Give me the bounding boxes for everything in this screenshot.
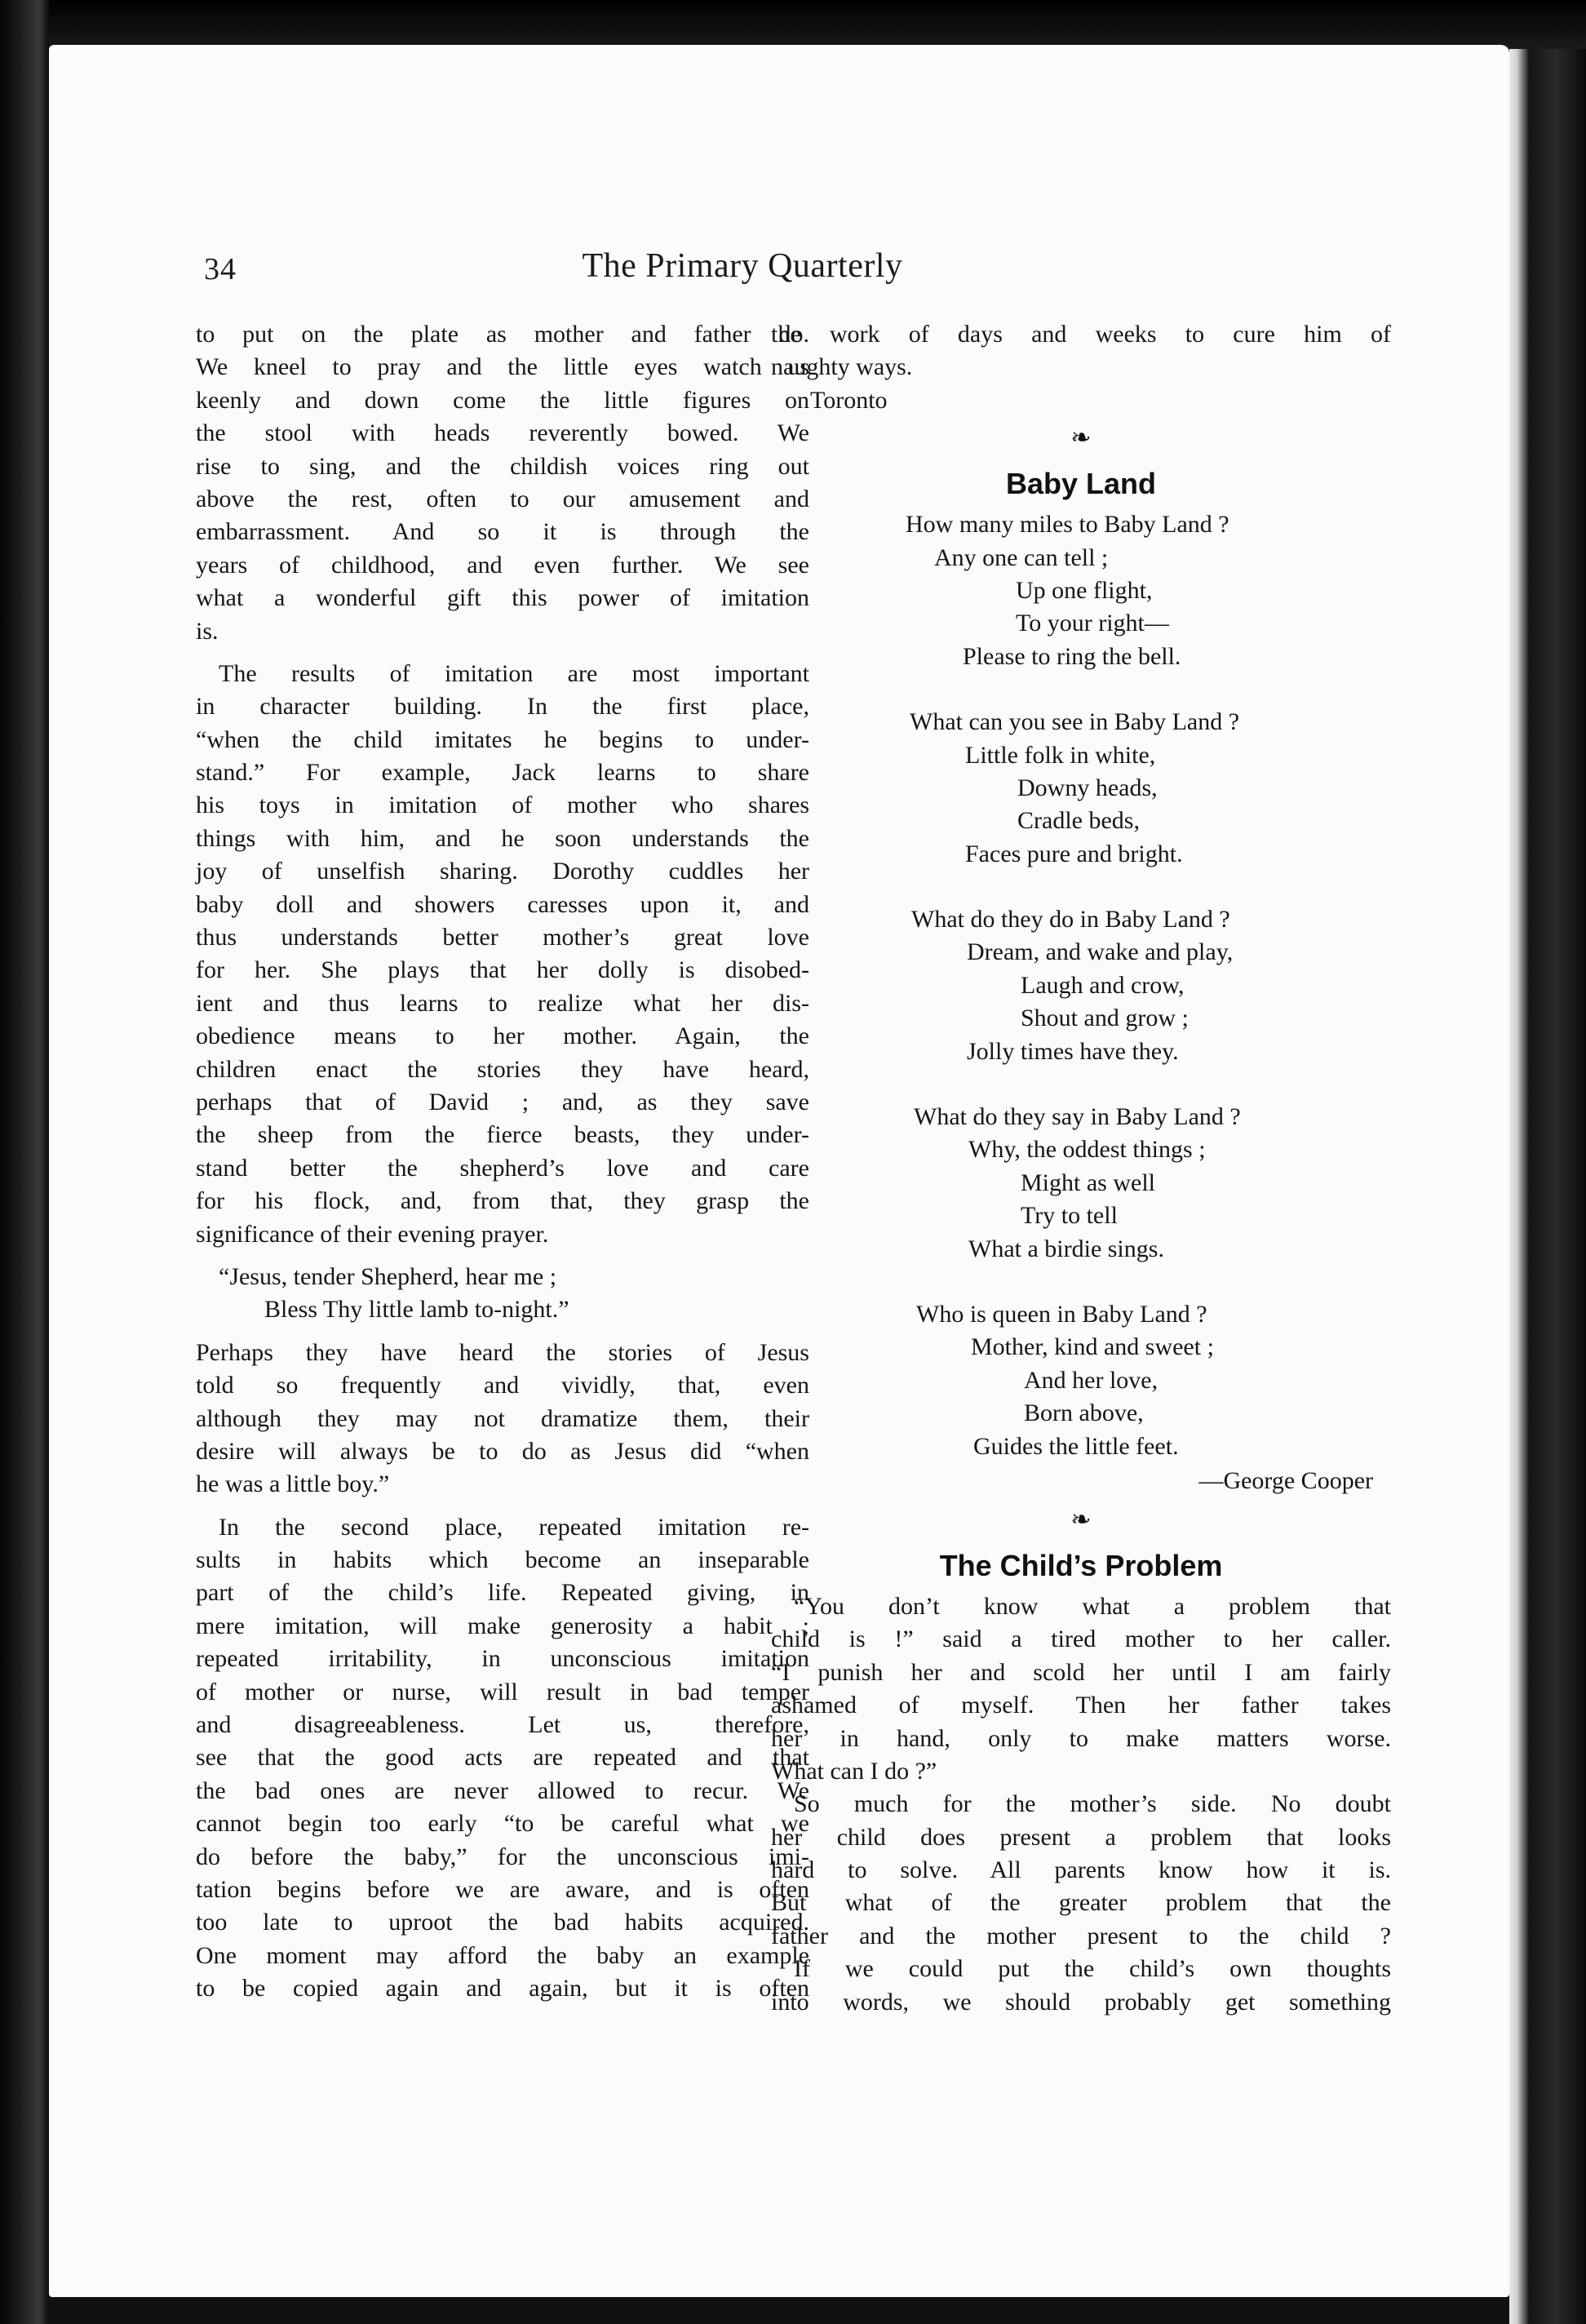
paragraph <box>196 318 809 648</box>
text-line: for his flock, and, from that, they grasp the <box>196 1187 809 1215</box>
text-line: Perhaps they have heard the stories of Jesus <box>196 1338 809 1366</box>
text-line: mere imitation, will make generosity a habit ; <box>196 1612 809 1639</box>
verse-line: Jolly times have they. <box>967 1037 1179 1065</box>
poem-title: Baby Land <box>1005 467 1157 501</box>
poem <box>771 508 1391 1463</box>
text-line: stand better the shepherd’s love and care <box>196 1154 809 1182</box>
text-line: to be copied again and again, but it is often <box>196 1975 809 2002</box>
book-binding-left <box>0 0 49 2324</box>
fleuron-ornament: ❧ <box>1070 424 1092 452</box>
place-signature: Toronto <box>810 386 888 414</box>
quote-line: Bless Thy little lamb to-night.” <box>264 1296 569 1324</box>
paragraph <box>196 1511 809 2006</box>
article-title: The Child’s Problem <box>939 1548 1223 1582</box>
text-line: father and the mother present to the child ? <box>771 1922 1391 1949</box>
verse-line: Little folk in white, <box>965 741 1156 769</box>
verse-line: What can you see in Baby Land ? <box>910 708 1240 736</box>
text-line: he was a little boy.” <box>196 1470 390 1498</box>
running-header <box>0 246 1586 295</box>
text-line: years of childhood, and even further. We see <box>196 551 809 579</box>
text-line: perhaps that of David ; and, as they save <box>196 1088 809 1115</box>
text-line: repeated irritability, in unconscious imitation <box>196 1645 809 1673</box>
text-line: the sheep from the fierce beasts, they under- <box>196 1121 809 1149</box>
text-line: significance of their evening prayer. <box>196 1220 549 1248</box>
text-line: joy of unselfish sharing. Dorothy cuddles her <box>196 858 809 885</box>
text-line: see that the good acts are repeated and that <box>196 1744 809 1772</box>
text-line: keenly and down come the little figures on <box>196 386 809 414</box>
verse-line: What do they say in Baby Land ? <box>914 1103 1241 1131</box>
text-line: naughty ways. <box>771 353 913 381</box>
verse-line: Might as well <box>1021 1169 1155 1196</box>
verse-line: What a birdie sings. <box>968 1235 1164 1262</box>
verse-line: To your right— <box>1016 610 1169 637</box>
text-line: So much for the mother’s side. No doubt <box>794 1790 1391 1818</box>
text-line: cannot begin too early “to be careful what we <box>196 1810 809 1838</box>
text-line: the stool with heads reverently bowed. We <box>196 419 809 447</box>
text-line: One moment may afford the baby an example <box>196 1941 809 1969</box>
right-column <box>771 318 1391 2019</box>
text-line: to put on the plate as mother and father do. <box>196 321 809 348</box>
quote-line: “Jesus, tender Shepherd, hear me ; <box>219 1262 557 1290</box>
verse-line: Downy heads, <box>1017 774 1158 801</box>
poem-stanza <box>771 508 1391 673</box>
scan-top-shadow <box>49 0 1586 49</box>
block-quote <box>196 1261 809 1327</box>
text-line: If we could put the child’s own thoughts <box>794 1955 1391 1983</box>
text-line: rise to sing, and the childish voices ring out <box>196 452 809 480</box>
text-line: sults in habits which become an inseparable <box>196 1546 809 1574</box>
paragraph <box>771 1590 1391 1788</box>
poem-stanza <box>771 903 1391 1068</box>
verse-line: Any one can tell ; <box>934 543 1109 571</box>
text-line: “I punish her and scold her until I am fairly <box>771 1658 1391 1686</box>
text-line: what a wonderful gift this power of imitation <box>196 584 809 612</box>
text-line: In the second place, repeated imitation re- <box>219 1513 809 1541</box>
paragraph <box>196 658 809 1251</box>
text-line: the bad ones are never allowed to recur. We <box>196 1776 809 1804</box>
text-line: embarrassment. And so it is through the <box>196 518 809 546</box>
paragraph <box>771 318 1391 384</box>
text-line: tation begins before we are aware, and is often <box>196 1875 809 1903</box>
verse-line: Faces pure and bright. <box>965 840 1183 867</box>
verse-line: What do they do in Baby Land ? <box>911 906 1230 934</box>
verse-line: Born above, <box>1024 1399 1144 1427</box>
verse-line: Why, the oddest things ; <box>968 1136 1206 1164</box>
text-line: We kneel to pray and the little eyes watch us <box>196 353 809 381</box>
paragraph <box>771 1788 1391 1953</box>
poem-author: —George Cooper <box>1198 1466 1373 1494</box>
text-line: told so frequently and vividly, that, even <box>196 1372 809 1399</box>
poem-stanza <box>771 1298 1391 1463</box>
text-line: The results of imitation are most important <box>219 659 809 687</box>
verse-line: Up one flight, <box>1016 576 1153 604</box>
verse-line: Guides the little feet. <box>973 1432 1179 1460</box>
verse-line: Dream, and wake and play, <box>967 938 1234 966</box>
text-line: although they may not dramatize them, their <box>196 1404 809 1432</box>
text-line: his toys in imitation of mother who shares <box>196 792 809 819</box>
text-line: “You don’t know what a problem that <box>794 1592 1391 1620</box>
text-line: above the rest, often to our amusement and <box>196 485 809 512</box>
fleuron-ornament: ❧ <box>1070 1506 1092 1533</box>
poem-stanza <box>771 706 1391 871</box>
text-line: too late to uproot the bad habits acquired. <box>196 1909 809 1936</box>
text-line: for her. She plays that her dolly is disobed- <box>196 956 809 984</box>
text-line: But what of the greater problem that the <box>771 1889 1391 1917</box>
page-number: 34 <box>204 252 237 286</box>
text-line: thus understands better mother’s great love <box>196 924 809 951</box>
text-line: What can I do ?” <box>771 1757 937 1785</box>
text-line: of mother or nurse, will result in bad temper <box>196 1678 809 1705</box>
verse-line: Please to ring the bell. <box>963 642 1181 670</box>
book-edge-right <box>1509 49 1586 2324</box>
text-line: “when the child imitates he begins to under- <box>196 725 809 753</box>
running-title: The Primary Quarterly <box>582 247 903 285</box>
text-line: hard to solve. All parents know how it is. <box>771 1856 1391 1884</box>
text-line: ashamed of myself. Then her father takes <box>771 1692 1391 1719</box>
verse-line: Mother, kind and sweet ; <box>971 1333 1214 1361</box>
text-line: obedience means to her mother. Again, the <box>196 1022 809 1050</box>
text-line: her child does present a problem that looks <box>771 1823 1391 1851</box>
verse-line: How many miles to Baby Land ? <box>906 511 1229 539</box>
poem-stanza <box>771 1101 1391 1266</box>
text-line: things with him, and he soon understands the <box>196 824 809 852</box>
verse-line: And her love, <box>1024 1366 1158 1394</box>
text-line: baby doll and showers caresses upon it, and <box>196 890 809 918</box>
text-line: and disagreeableness. Let us, therefore, <box>196 1711 809 1739</box>
text-line: children enact the stories they have heard, <box>196 1055 809 1083</box>
text-line: is. <box>196 617 219 645</box>
text-line: part of the child’s life. Repeated giving, in <box>196 1579 809 1607</box>
verse-line: Cradle beds, <box>1017 807 1140 835</box>
verse-line: Who is queen in Baby Land ? <box>916 1300 1207 1328</box>
left-column <box>196 318 809 2006</box>
text-line: in character building. In the first place, <box>196 693 809 721</box>
verse-line: Try to tell <box>1021 1202 1118 1230</box>
text-line: into words, we should probably get something <box>771 1988 1391 2016</box>
text-line: ient and thus learns to realize what her dis- <box>196 989 809 1017</box>
text-line: the work of days and weeks to cure him of <box>771 321 1391 348</box>
text-line: desire will always be to do as Jesus did “when <box>196 1437 809 1465</box>
paragraph <box>196 1337 809 1501</box>
text-line: do before the baby,” for the unconscious imi- <box>196 1843 809 1870</box>
text-line: child is !” said a tired mother to her caller. <box>771 1625 1391 1653</box>
text-line: stand.” For example, Jack learns to share <box>196 759 809 787</box>
paragraph <box>771 1953 1391 2019</box>
text-line: her in hand, only to make matters worse. <box>771 1724 1391 1752</box>
verse-line: Laugh and crow, <box>1021 971 1185 999</box>
verse-line: Shout and grow ; <box>1021 1005 1189 1032</box>
